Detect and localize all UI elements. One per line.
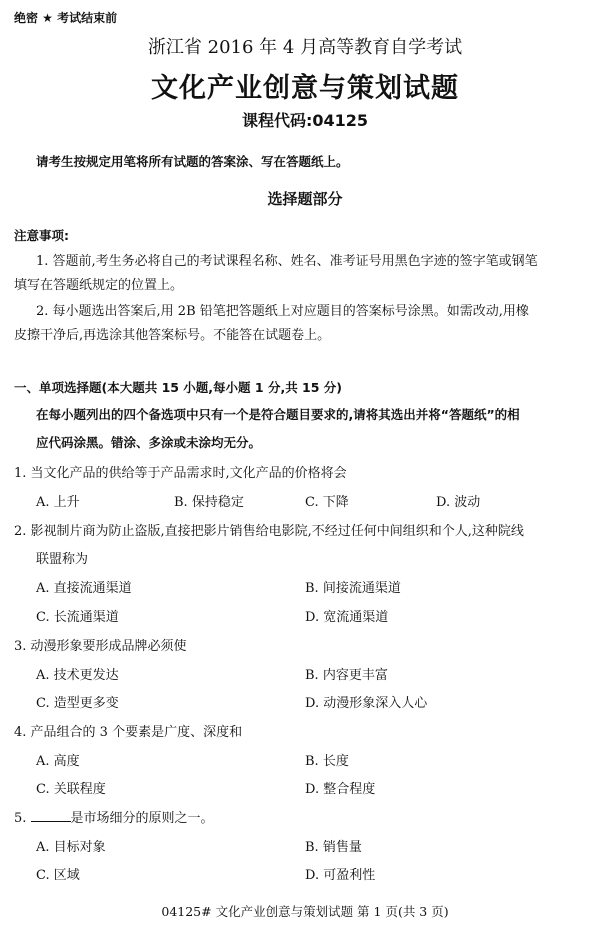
- question-5-stem-prefix: 5.: [14, 811, 31, 826]
- question-2-stem-line-2: 联盟称为: [36, 552, 89, 567]
- course-code: 课程代码:04125: [241, 111, 369, 130]
- notice-item-1-line-1: 1. 答题前,考生务必将自己的考试课程名称、姓名、准考证号用黑色字迹的签字笔或钢笔: [36, 254, 538, 269]
- page-footer: 04125# 文化产业创意与策划试题 第 1 页(共 3 页): [161, 904, 449, 919]
- part1-heading: 一、单项选择题(本大题共 15 小题,每小题 1 分,共 15 分): [14, 380, 343, 395]
- question-2-option-b: B. 间接流通渠道: [305, 581, 401, 596]
- question-5-option-d: D. 可盈利性: [305, 868, 376, 883]
- question-1-stem: 1. 当文化产品的供给等于产品需求时,文化产品的价格将会: [14, 466, 347, 481]
- question-5-option-b: B. 销售量: [305, 840, 362, 855]
- answer-blank: [31, 809, 71, 822]
- question-4-stem: 4. 产品组合的 3 个要素是广度、深度和: [14, 725, 243, 740]
- question-1-option-d: D. 波动: [436, 495, 481, 510]
- subject-title: 文化产业创意与策划试题: [151, 73, 459, 104]
- question-5-option-c: C. 区域: [36, 868, 80, 883]
- question-2-option-c: C. 长流通渠道: [36, 610, 119, 625]
- question-5-stem-suffix: 是市场细分的原则之一。: [70, 811, 214, 826]
- question-4-option-a: A. 高度: [36, 754, 80, 769]
- part1-desc-line-2: 应代码涂黑。错涂、多涂或未涂均无分。: [36, 435, 262, 450]
- question-3-option-a: A. 技术更发达: [36, 668, 119, 683]
- notice-item-2-line-1: 2. 每小题选出答案后,用 2B 铅笔把答题纸上对应题目的答案标号涂黑。如需改动,用橡: [36, 304, 529, 319]
- question-2-stem-line-1: 2. 影视制片商为防止盗版,直接把影片销售给电影院,不经过任何中间组织和个人,这种院线: [14, 524, 524, 539]
- part1-desc-line-1: 在每小题列出的四个备选项中只有一个是符合题目要求的,请将其选出并将“答题纸”的相: [36, 407, 520, 422]
- exam-name: 浙江省 2016 年 4 月高等教育自学考试: [147, 37, 463, 58]
- question-1-option-b: B. 保持稳定: [174, 495, 244, 510]
- question-1-option-a: A. 上升: [36, 495, 80, 510]
- notice-item-2-line-2: 皮擦干净后,再选涂其他答案标号。不能答在试题卷上。: [14, 328, 331, 343]
- question-3-option-c: C. 造型更多变: [36, 696, 119, 711]
- question-4-option-b: B. 长度: [305, 754, 349, 769]
- question-1-option-c: C. 下降: [305, 495, 349, 510]
- question-3-option-b: B. 内容更丰富: [305, 668, 388, 683]
- question-4-option-c: C. 关联程度: [36, 782, 106, 797]
- question-3-stem: 3. 动漫形象要形成品牌必须使: [14, 639, 187, 654]
- question-3-option-d: D. 动漫形象深入人心: [305, 696, 428, 711]
- question-5-stem: [14, 807, 214, 826]
- question-2-option-d: D. 宽流通渠道: [305, 610, 389, 625]
- secret-mark: 绝密 ★ 考试结束前: [14, 11, 118, 25]
- question-5-option-a: A. 目标对象: [36, 840, 106, 855]
- question-2-option-a: A. 直接流通渠道: [36, 581, 132, 596]
- notice-item-1-line-2: 填写在答题纸规定的位置上。: [14, 278, 184, 293]
- notice-title: 注意事项:: [14, 228, 69, 243]
- answer-instruction: 请考生按规定用笔将所有试题的答案涂、写在答题纸上。: [36, 154, 349, 169]
- section-label: 选择题部分: [267, 190, 343, 208]
- question-4-option-d: D. 整合程度: [305, 782, 376, 797]
